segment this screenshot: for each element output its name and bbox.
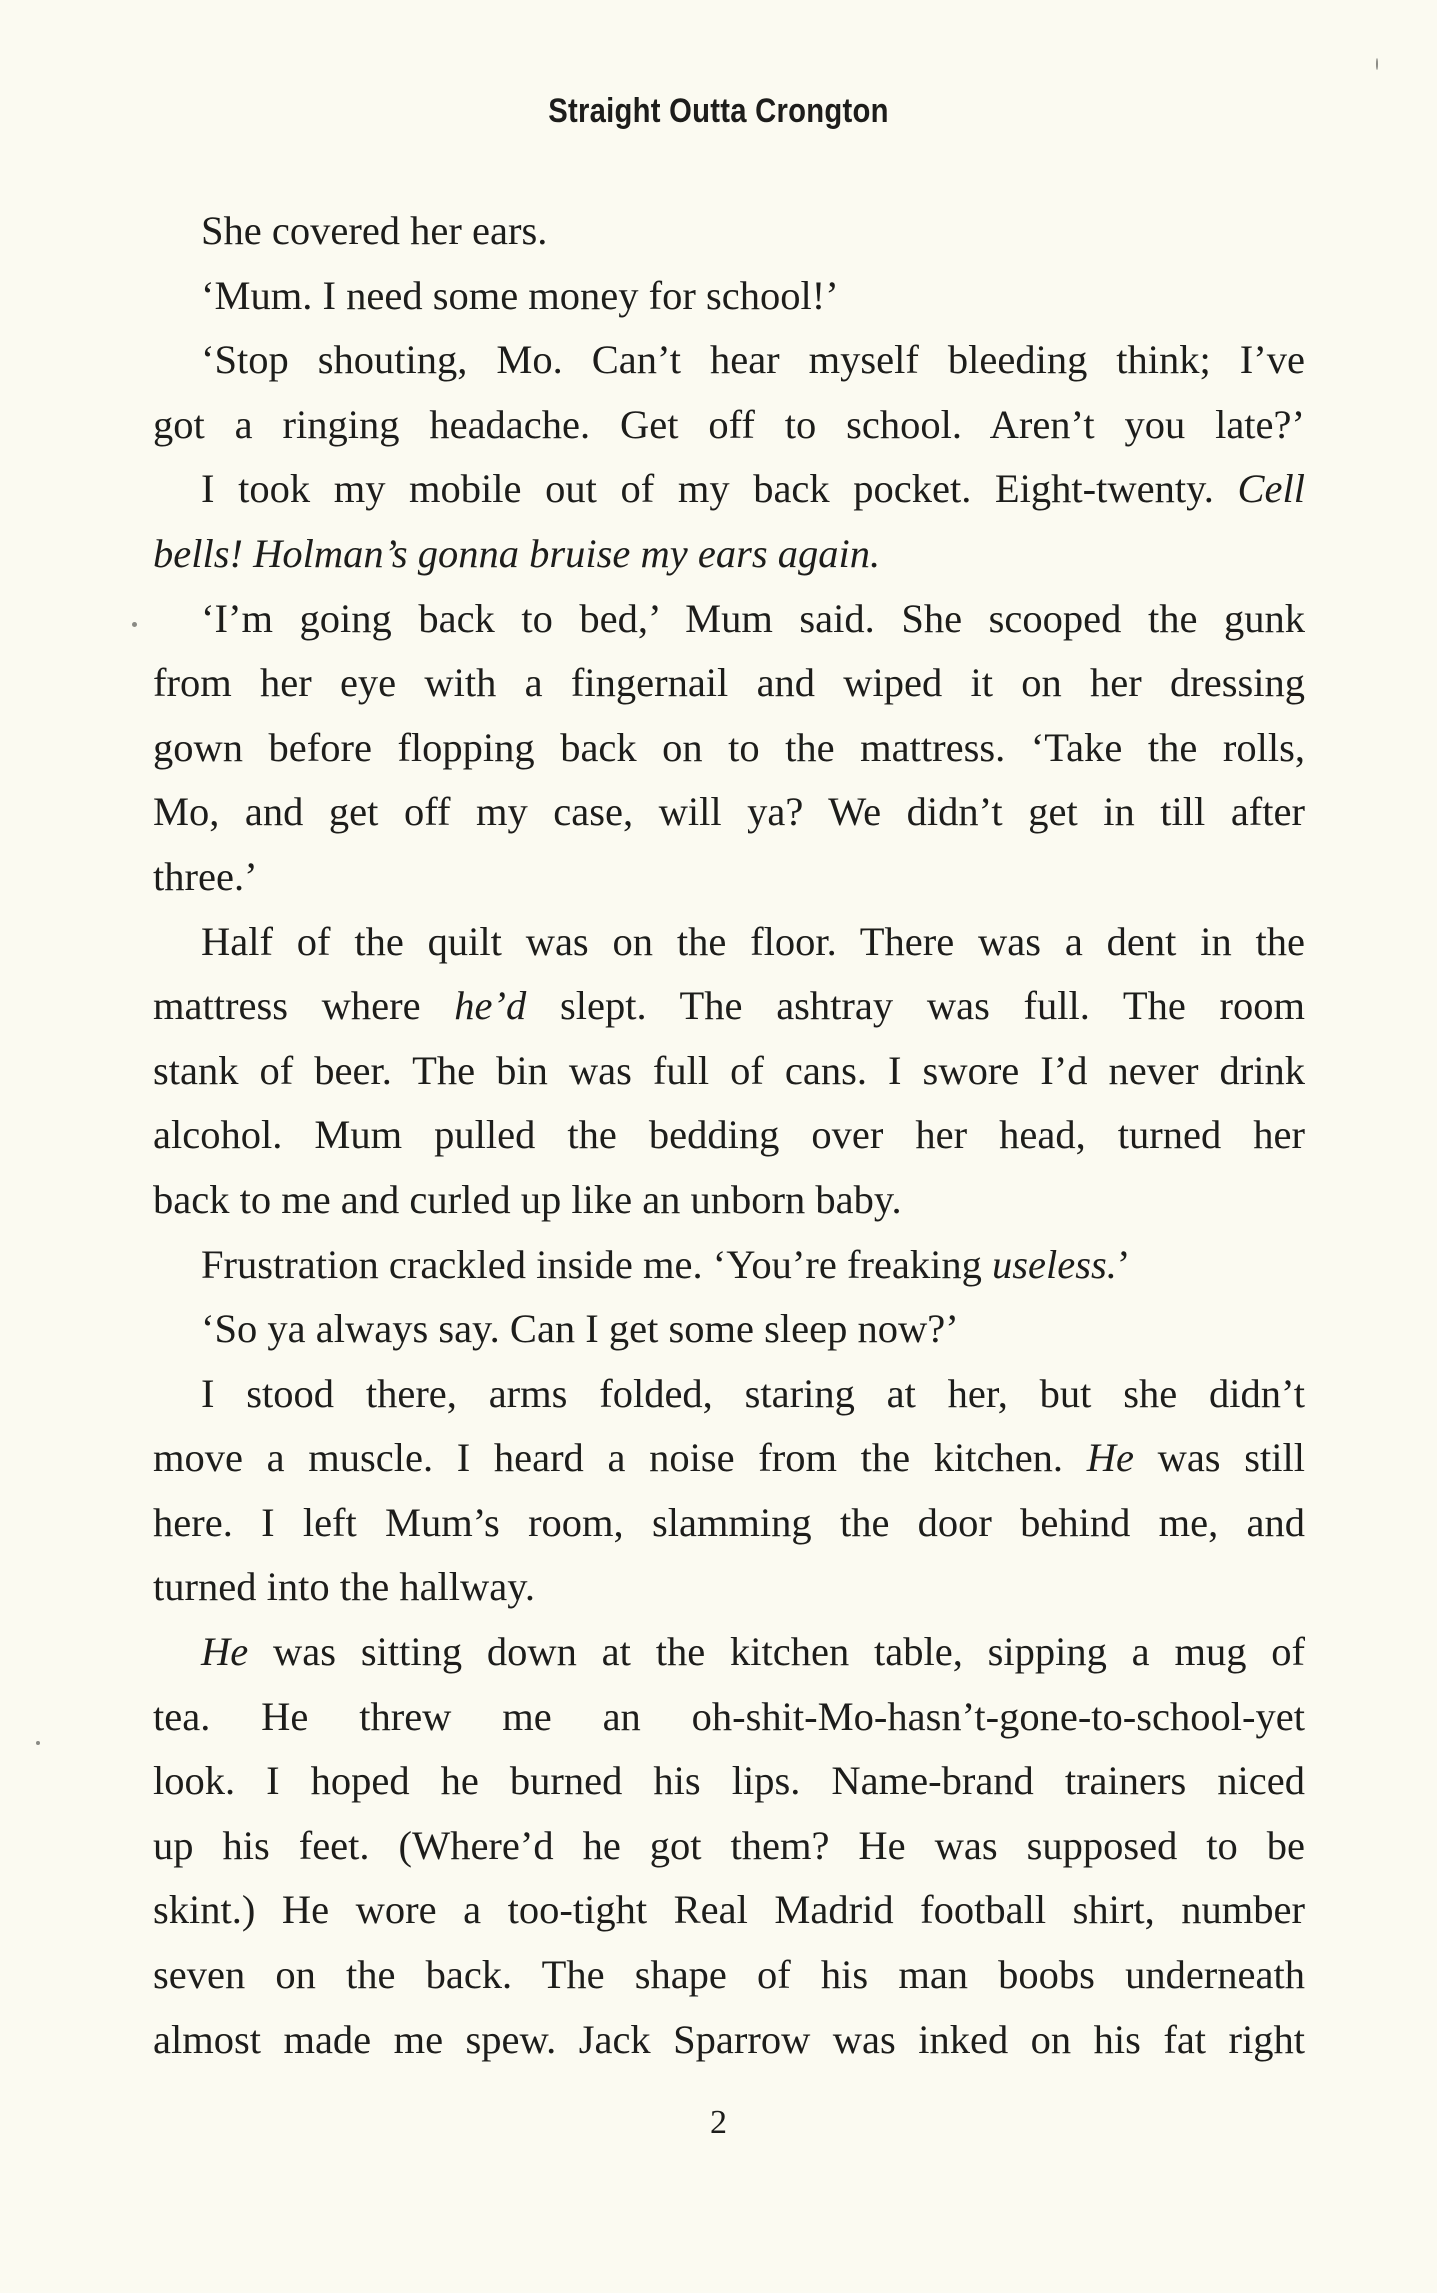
italic-run: Cell <box>1237 466 1305 512</box>
text-line <box>153 716 1305 781</box>
text-run: Frustration crackled inside me. ‘You’re freaking <box>201 1241 993 1287</box>
text-line <box>153 1943 1305 2008</box>
text-run: ‘So ya always say. Can I get some sleep now?’ <box>201 1306 959 1352</box>
text-line <box>153 457 1305 522</box>
text-run: ’ <box>1116 1241 1131 1287</box>
body-text <box>153 199 1305 2072</box>
text-line <box>153 199 1305 264</box>
text-run: move a muscle. I heard a noise from the kitchen. <box>153 1435 1087 1481</box>
text-line <box>153 522 1305 587</box>
text-run: turned into the hallway. <box>153 1564 536 1610</box>
text-line <box>153 264 1305 329</box>
text-line <box>153 1749 1305 1814</box>
text-run: I stood there, arms folded, staring at her, but she didn’t <box>201 1370 1305 1416</box>
italic-run: he’d <box>454 983 527 1029</box>
text-line <box>153 651 1305 716</box>
running-head: Straight Outta Crongton <box>548 92 889 130</box>
text-line <box>153 1103 1305 1168</box>
text-line <box>153 1233 1305 1298</box>
text-line <box>153 1685 1305 1750</box>
scan-speck <box>1376 58 1378 70</box>
text-line <box>153 328 1305 393</box>
text-line <box>153 393 1305 458</box>
page-number: 2 <box>710 2104 727 2141</box>
text-run: I took my mobile out of my back pocket. Eight-twenty. <box>201 466 1238 512</box>
text-line <box>153 1555 1305 1620</box>
text-run: Half of the quilt was on the floor. There was a dent in the <box>201 918 1305 964</box>
text-line <box>153 910 1305 975</box>
scan-speck <box>36 1741 40 1745</box>
text-run: seven on the back. The shape of his man boobs underneath <box>153 1952 1305 1998</box>
text-line <box>153 587 1305 652</box>
text-line <box>153 1362 1305 1427</box>
italic-run: bells! Holman’s gonna bruise my ears again. <box>153 530 881 576</box>
text-run: up his feet. (Where’d he got them? He was supposed to be <box>153 1822 1305 1868</box>
text-run: almost made me spew. Jack Sparrow was inked on his fat right <box>153 2016 1305 2062</box>
italic-run: useless. <box>992 1241 1117 1287</box>
text-run: Mo, and get off my case, will ya? We didn’t get in till after <box>153 789 1305 835</box>
text-run: ‘Mum. I need some money for school!’ <box>201 272 839 318</box>
text-line <box>153 1878 1305 1943</box>
text-line <box>153 1814 1305 1879</box>
text-run: gown before flopping back on to the mattress. ‘Take the rolls, <box>153 724 1305 770</box>
text-line <box>153 780 1305 845</box>
text-run: ‘I’m going back to bed,’ Mum said. She scooped the gunk <box>201 595 1305 641</box>
text-run: mattress where <box>153 983 455 1029</box>
text-run: skint.) He wore a too-tight Real Madrid football shirt, number <box>153 1887 1305 1933</box>
text-line <box>153 1039 1305 1104</box>
text-line <box>153 974 1305 1039</box>
text-run: She covered her ears. <box>201 208 548 253</box>
text-run: from her eye with a fingernail and wiped it on her dressing <box>153 660 1305 706</box>
text-line <box>153 2008 1305 2073</box>
text-run: back to me and curled up like an unborn baby. <box>153 1176 902 1222</box>
text-line <box>153 1168 1305 1233</box>
text-line <box>153 1297 1305 1362</box>
text-run: alcohol. Mum pulled the bedding over her head, turned her <box>153 1112 1305 1158</box>
text-line <box>153 845 1305 910</box>
text-run: tea. He threw me an oh-shit-Mo-hasn’t-gone-to-school-yet <box>153 1693 1305 1739</box>
text-line <box>153 1491 1305 1556</box>
italic-run: He <box>1086 1435 1134 1481</box>
text-run: here. I left Mum’s room, slamming the door behind me, and <box>153 1499 1305 1545</box>
text-run: ‘Stop shouting, Mo. Can’t hear myself bleeding think; I’ve <box>201 337 1305 383</box>
italic-run: He <box>201 1629 249 1675</box>
text-run: got a ringing headache. Get off to school. Aren’t you late?’ <box>153 401 1305 447</box>
text-line <box>153 1426 1305 1491</box>
text-run: look. I hoped he burned his lips. Name-brand trainers niced <box>153 1758 1305 1804</box>
text-run: three.’ <box>153 853 258 899</box>
text-line <box>153 1620 1305 1685</box>
scan-speck <box>132 622 137 627</box>
text-run: stank of beer. The bin was full of cans. I swore I’d never drink <box>153 1047 1305 1093</box>
text-run: slept. The ashtray was full. The room <box>526 983 1306 1029</box>
text-run: was sitting down at the kitchen table, sipping a mug of <box>248 1629 1305 1675</box>
text-run: was still <box>1133 1435 1305 1481</box>
